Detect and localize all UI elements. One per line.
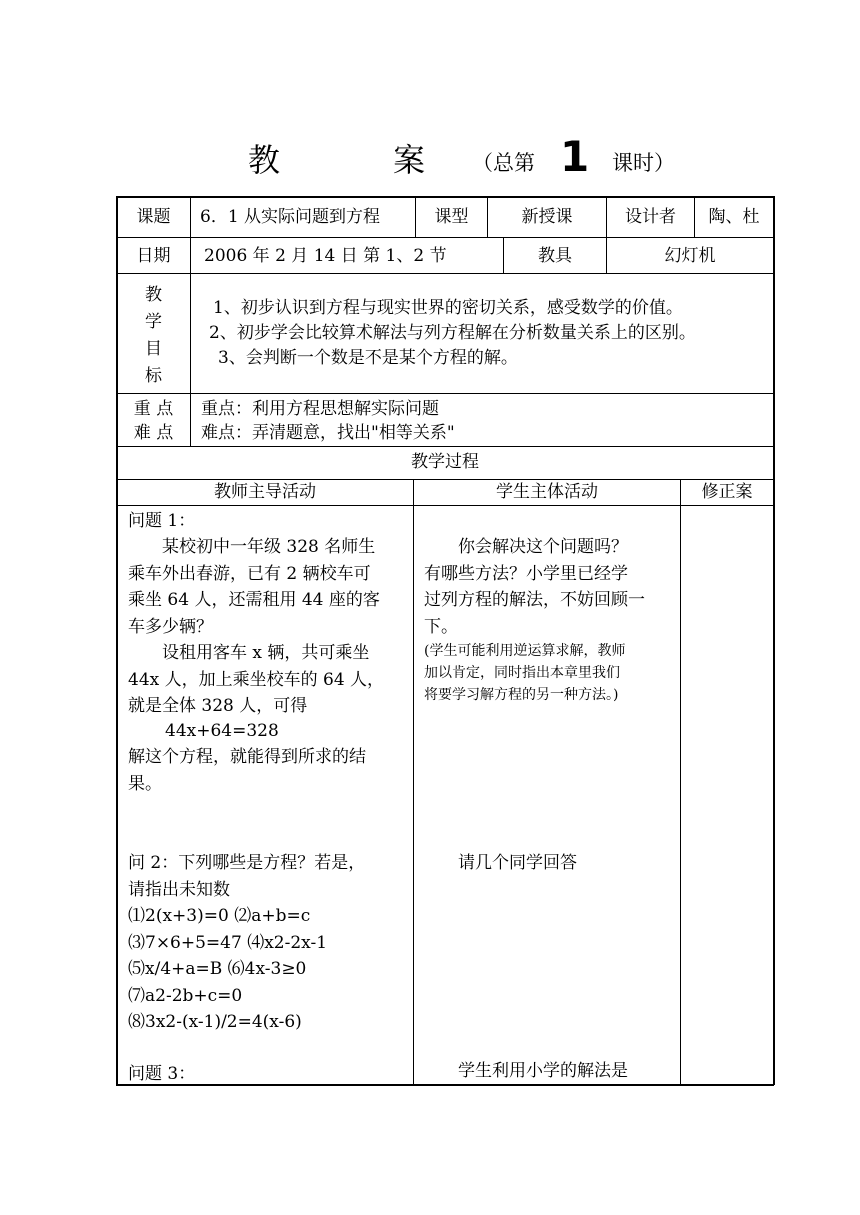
title-char-1: 教: [248, 141, 281, 179]
student-response-3: 学生利用小学的解法是: [424, 1061, 628, 1081]
goal-item-2: 2、初步学会比较算术解法与列方程解在分析数量关系上的区别。: [209, 323, 696, 343]
tool-label: 教具: [538, 246, 572, 266]
student-note-1: (学生可能利用逆运算求解，教师 加以肯定，同时指出本章里我们 将要学习解方程的另一种方法。): [424, 643, 626, 703]
student-response-1: 你会解决这个问题吗？ 有哪些方法？小学里已经学 过列方程的解法，不妨回顾一 下。: [424, 537, 645, 637]
key-point: 重点：利用方程思想解实际问题: [201, 399, 439, 419]
q2-item: ⑻3x2-(x-1)/2=4(x-6): [128, 1012, 302, 1032]
topic-value: 6．1 从实际问题到方程: [200, 207, 381, 227]
goal-item-1: 1、初步认识到方程与现实世界的密切关系，感受数学的价值。: [213, 298, 683, 318]
designer-label: 设计者: [625, 207, 676, 227]
lesson-number: 1: [560, 132, 590, 181]
q1-solution: 设租用客车 x 辆，共可乘坐 44x 人，加上乘坐校车的 64 人， 就是全体 328 人，可得: [128, 643, 385, 716]
title-char-2: 案: [393, 141, 426, 179]
q3-title: 问题 3：: [128, 1064, 196, 1084]
q2-item: ⑴2(x+3)=0 ⑵a+b=c: [128, 906, 311, 926]
type-label: 课型: [434, 207, 469, 227]
q1-conclusion: 解这个方程，就能得到所求的结 果。: [128, 747, 366, 794]
key-points-label: 重 点 难 点: [133, 399, 174, 443]
topic-label: 课题: [136, 207, 171, 227]
type-value: 新授课: [521, 207, 573, 227]
goals-label: 教 学 目 标: [145, 285, 162, 386]
q2-item: ⑸x/4+a=B ⑹4x-3≥0: [128, 959, 307, 979]
goal-item-3: 3、会判断一个数是不是某个方程的解。: [218, 348, 518, 368]
date-value: 2006 年 2 月 14 日 第 1、2 节: [204, 246, 447, 266]
q1-equation: 44x+64=328: [165, 721, 279, 741]
col-student-header: 学生主体活动: [496, 482, 598, 502]
q2-item: ⑺a2-2b+c=0: [128, 985, 243, 1006]
designer-value: 陶、杜: [708, 207, 760, 227]
student-response-2: 请几个同学回答: [424, 853, 577, 873]
col-teacher-header: 教师主导活动: [214, 482, 316, 502]
date-label: 日期: [136, 246, 171, 266]
q1-text: 某校初中一年级 328 名师生 乘车外出春游，已有 2 辆校车可 乘坐 64 人，还需租用 44 座的客 车多少辆？: [128, 537, 380, 637]
col-revision-header: 修正案: [701, 482, 753, 502]
process-title: 教学过程: [411, 452, 479, 472]
q2-item: ⑶7×6+5=47 ⑷x2-2x-1: [128, 932, 328, 953]
title-total-suffix: 课时）: [612, 151, 675, 175]
tool-value: 幻灯机: [664, 246, 716, 266]
q1-title: 问题 1：: [128, 511, 196, 531]
q2-equation-list: [128, 903, 327, 1036]
difficult-point: 难点：弄清题意，找出"相等关系": [201, 423, 455, 443]
title-total-prefix: （总第: [472, 151, 535, 175]
q2-text: 问 2：下列哪些是方程？若是， 请指出未知数: [128, 853, 366, 900]
